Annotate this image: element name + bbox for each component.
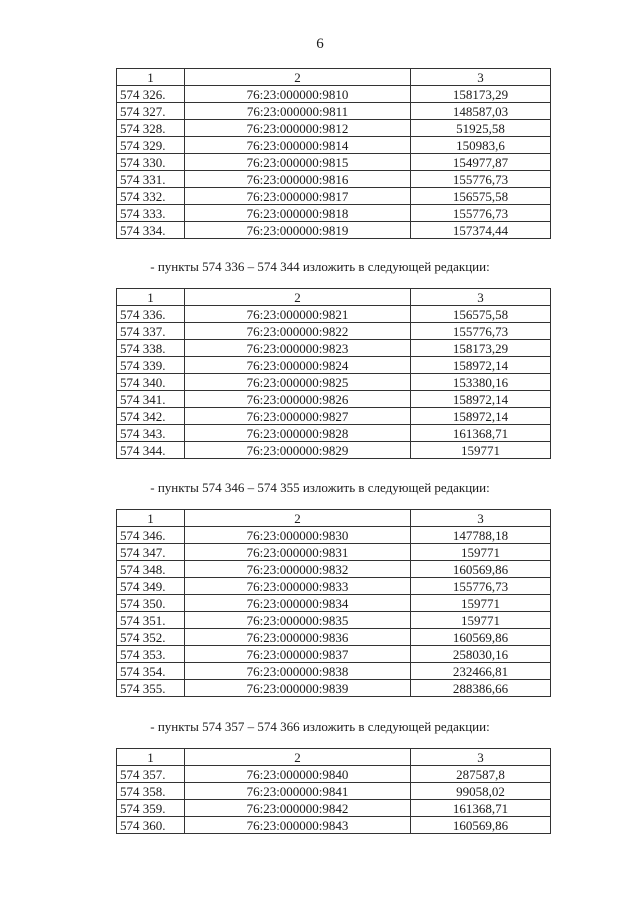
cadastral-number-cell: 76:23:000000:9828 — [185, 425, 411, 442]
item-number-cell: 574 358. — [117, 783, 185, 800]
amendment-note-4: - пункты 574 357 – 574 366 изложить в следующей редакции: — [150, 719, 490, 734]
item-number-cell: 574 333. — [117, 205, 185, 222]
item-number-cell: 574 344. — [117, 442, 185, 459]
item-number-cell: 574 330. — [117, 154, 185, 171]
value-cell: 155776,73 — [411, 578, 551, 595]
page-number: 6 — [316, 36, 324, 52]
table-header-row — [117, 510, 551, 527]
cadastral-number-cell: 76:23:000000:9841 — [185, 783, 411, 800]
cadastral-number-cell: 76:23:000000:9842 — [185, 800, 411, 817]
value-cell: 158972,14 — [411, 391, 551, 408]
column-header-1: 1 — [117, 289, 185, 306]
table-row — [117, 561, 551, 578]
cadastral-number-cell: 76:23:000000:9835 — [185, 612, 411, 629]
value-cell: 160569,86 — [411, 561, 551, 578]
cadastral-number-cell: 76:23:000000:9811 — [185, 103, 411, 120]
item-number-cell: 574 353. — [117, 646, 185, 663]
cadastral-number-cell: 76:23:000000:9814 — [185, 137, 411, 154]
value-cell: 160569,86 — [411, 629, 551, 646]
cadastral-number-cell: 76:23:000000:9829 — [185, 442, 411, 459]
cadastral-number-cell: 76:23:000000:9834 — [185, 595, 411, 612]
value-cell: 161368,71 — [411, 800, 551, 817]
table-row — [117, 86, 551, 103]
item-number-cell: 574 328. — [117, 120, 185, 137]
cadastral-number-cell: 76:23:000000:9840 — [185, 766, 411, 783]
cadastral-number-cell: 76:23:000000:9843 — [185, 817, 411, 834]
value-cell: 158173,29 — [411, 86, 551, 103]
table-row — [117, 391, 551, 408]
table-row — [117, 595, 551, 612]
cadastral-number-cell: 76:23:000000:9837 — [185, 646, 411, 663]
cadastral-number-cell: 76:23:000000:9819 — [185, 222, 411, 239]
value-cell: 160569,86 — [411, 817, 551, 834]
value-cell: 161368,71 — [411, 425, 551, 442]
cadastral-number-cell: 76:23:000000:9818 — [185, 205, 411, 222]
table-row — [117, 205, 551, 222]
item-number-cell: 574 360. — [117, 817, 185, 834]
amendment-note-3: - пункты 574 346 – 574 355 изложить в следующей редакции: — [150, 480, 490, 495]
table-row — [117, 120, 551, 137]
value-cell: 51925,58 — [411, 120, 551, 137]
value-cell: 159771 — [411, 595, 551, 612]
item-number-cell: 574 351. — [117, 612, 185, 629]
table-row — [117, 374, 551, 391]
table-row — [117, 222, 551, 239]
table-row — [117, 171, 551, 188]
cadastral-number-cell: 76:23:000000:9823 — [185, 340, 411, 357]
table-row — [117, 578, 551, 595]
column-header-2: 2 — [185, 289, 411, 306]
cadastral-number-cell: 76:23:000000:9821 — [185, 306, 411, 323]
value-cell: 159771 — [411, 544, 551, 561]
value-cell: 288386,66 — [411, 680, 551, 697]
value-cell: 147788,18 — [411, 527, 551, 544]
cadastral-number-cell: 76:23:000000:9815 — [185, 154, 411, 171]
cadastral-number-cell: 76:23:000000:9836 — [185, 629, 411, 646]
amendment-note-2: - пункты 574 336 – 574 344 изложить в следующей редакции: — [150, 259, 490, 274]
item-number-cell: 574 338. — [117, 340, 185, 357]
table-row — [117, 663, 551, 680]
item-number-cell: 574 354. — [117, 663, 185, 680]
item-number-cell: 574 357. — [117, 766, 185, 783]
value-cell: 158972,14 — [411, 408, 551, 425]
table-row — [117, 408, 551, 425]
value-cell: 148587,03 — [411, 103, 551, 120]
item-number-cell: 574 336. — [117, 306, 185, 323]
value-cell: 158173,29 — [411, 340, 551, 357]
value-cell: 155776,73 — [411, 205, 551, 222]
cadastral-number-cell: 76:23:000000:9827 — [185, 408, 411, 425]
column-header-3: 3 — [411, 749, 551, 766]
table-header-row — [117, 69, 551, 86]
item-number-cell: 574 359. — [117, 800, 185, 817]
table-row — [117, 544, 551, 561]
cadastral-number-cell: 76:23:000000:9838 — [185, 663, 411, 680]
item-number-cell: 574 349. — [117, 578, 185, 595]
table-row — [117, 817, 551, 834]
value-cell: 99058,02 — [411, 783, 551, 800]
item-number-cell: 574 348. — [117, 561, 185, 578]
value-cell: 159771 — [411, 442, 551, 459]
item-number-cell: 574 329. — [117, 137, 185, 154]
column-header-1: 1 — [117, 510, 185, 527]
item-number-cell: 574 327. — [117, 103, 185, 120]
value-cell: 156575,58 — [411, 188, 551, 205]
table-row — [117, 783, 551, 800]
cadastral-number-cell: 76:23:000000:9831 — [185, 544, 411, 561]
item-number-cell: 574 340. — [117, 374, 185, 391]
item-number-cell: 574 346. — [117, 527, 185, 544]
registry-table-4 — [116, 748, 551, 834]
item-number-cell: 574 341. — [117, 391, 185, 408]
value-cell: 154977,87 — [411, 154, 551, 171]
cadastral-number-cell: 76:23:000000:9833 — [185, 578, 411, 595]
value-cell: 232466,81 — [411, 663, 551, 680]
table-row — [117, 766, 551, 783]
value-cell: 258030,16 — [411, 646, 551, 663]
table-row — [117, 629, 551, 646]
table-row — [117, 612, 551, 629]
cadastral-number-cell: 76:23:000000:9812 — [185, 120, 411, 137]
value-cell: 153380,16 — [411, 374, 551, 391]
table-row — [117, 137, 551, 154]
registry-table-1 — [116, 68, 551, 239]
registry-table-2 — [116, 288, 551, 459]
value-cell: 158972,14 — [411, 357, 551, 374]
table-row — [117, 800, 551, 817]
table-row — [117, 442, 551, 459]
table-row — [117, 425, 551, 442]
cadastral-number-cell: 76:23:000000:9817 — [185, 188, 411, 205]
cadastral-number-cell: 76:23:000000:9832 — [185, 561, 411, 578]
column-header-3: 3 — [411, 69, 551, 86]
cadastral-number-cell: 76:23:000000:9826 — [185, 391, 411, 408]
item-number-cell: 574 352. — [117, 629, 185, 646]
item-number-cell: 574 339. — [117, 357, 185, 374]
table-row — [117, 357, 551, 374]
table-row — [117, 680, 551, 697]
value-cell: 287587,8 — [411, 766, 551, 783]
column-header-3: 3 — [411, 289, 551, 306]
table-row — [117, 646, 551, 663]
item-number-cell: 574 350. — [117, 595, 185, 612]
column-header-3: 3 — [411, 510, 551, 527]
value-cell: 150983,6 — [411, 137, 551, 154]
table-header-row — [117, 749, 551, 766]
table-row — [117, 154, 551, 171]
column-header-2: 2 — [185, 510, 411, 527]
table-row — [117, 527, 551, 544]
item-number-cell: 574 342. — [117, 408, 185, 425]
cadastral-number-cell: 76:23:000000:9824 — [185, 357, 411, 374]
item-number-cell: 574 355. — [117, 680, 185, 697]
value-cell: 159771 — [411, 612, 551, 629]
registry-table-3 — [116, 509, 551, 697]
column-header-2: 2 — [185, 749, 411, 766]
item-number-cell: 574 347. — [117, 544, 185, 561]
cadastral-number-cell: 76:23:000000:9810 — [185, 86, 411, 103]
column-header-1: 1 — [117, 749, 185, 766]
item-number-cell: 574 343. — [117, 425, 185, 442]
item-number-cell: 574 326. — [117, 86, 185, 103]
column-header-1: 1 — [117, 69, 185, 86]
table-row — [117, 306, 551, 323]
value-cell: 157374,44 — [411, 222, 551, 239]
item-number-cell: 574 334. — [117, 222, 185, 239]
table-header-row — [117, 289, 551, 306]
value-cell: 156575,58 — [411, 306, 551, 323]
cadastral-number-cell: 76:23:000000:9839 — [185, 680, 411, 697]
value-cell: 155776,73 — [411, 323, 551, 340]
table-row — [117, 188, 551, 205]
column-header-2: 2 — [185, 69, 411, 86]
cadastral-number-cell: 76:23:000000:9830 — [185, 527, 411, 544]
cadastral-number-cell: 76:23:000000:9825 — [185, 374, 411, 391]
item-number-cell: 574 337. — [117, 323, 185, 340]
table-row — [117, 103, 551, 120]
value-cell: 155776,73 — [411, 171, 551, 188]
item-number-cell: 574 331. — [117, 171, 185, 188]
table-row — [117, 340, 551, 357]
item-number-cell: 574 332. — [117, 188, 185, 205]
cadastral-number-cell: 76:23:000000:9822 — [185, 323, 411, 340]
table-row — [117, 323, 551, 340]
cadastral-number-cell: 76:23:000000:9816 — [185, 171, 411, 188]
